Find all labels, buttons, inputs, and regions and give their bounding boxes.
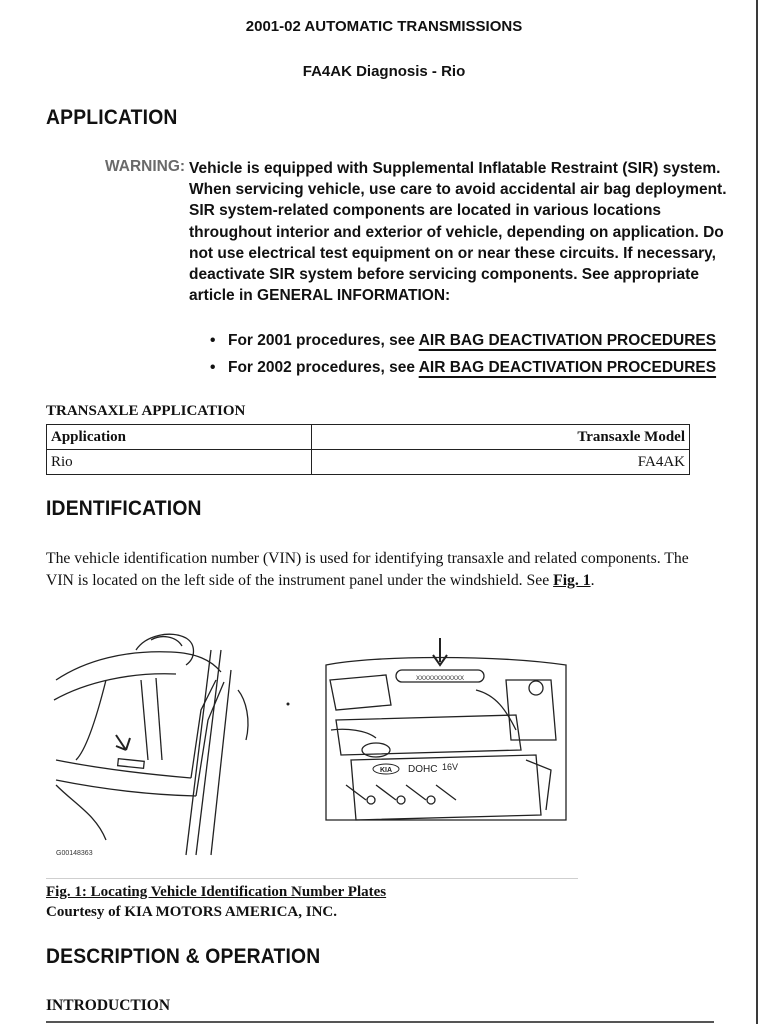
image-code: G00148363 [56,850,93,857]
table-header-cell: Application [47,425,312,450]
bullet-prefix: For 2001 procedures, see [228,332,419,349]
table-header-cell: Transaxle Model [312,425,690,450]
vin-location-figure [46,610,578,870]
paragraph-text: The vehicle identification number (VIN) is used for identifying transaxle and related components. The VIN is located on the left side of the instrument panel under the windshield. See [46,550,689,589]
identification-paragraph [46,548,714,591]
section-heading-identification: IDENTIFICATION [46,497,202,520]
airbag-procedure-link-2002[interactable]: AIR BAG DEACTIVATION PROCEDURES [418,359,717,376]
stray-dot [287,703,290,706]
bullet-prefix: For 2002 procedures, see [228,359,419,376]
brand-badge: KIA [379,767,393,774]
page-right-border [756,0,758,1024]
warning-text: Vehicle is equipped with Supplemental Inflatable Restraint (SIR) system. When servicing vehicle, use care to avoid accidental air bag deployment. SIR system-related components are located in various locations throughout interior and exterior of vehicle, depending on application. Do not use electrical test equipment on or near these circuits. If necessary, deactivate SIR system before servicing components. See appropriate article in GENERAL INFORMATION: [189,160,727,305]
figure-caption: Fig. 1: Locating Vehicle Identification Number Plates [46,884,387,900]
section-heading-application: APPLICATION [46,106,178,129]
bottom-divider [46,1021,714,1023]
engine-bay-drawing [326,638,566,820]
airbag-procedure-link-2001[interactable]: AIR BAG DEACTIVATION PROCEDURES [418,332,717,349]
list-item [210,327,716,354]
subheading-introduction: INTRODUCTION [46,997,171,1014]
vin-location-illustration [46,610,578,865]
figure-1-link[interactable]: Fig. 1 [553,571,591,589]
dashboard-view-drawing [54,634,248,855]
table-row [47,450,690,475]
figure-divider [46,878,578,879]
table-header-row [47,425,690,450]
document-title: 2001-02 AUTOMATIC TRANSMISSIONS [245,18,523,35]
engine-valves-label: 16V [442,762,459,772]
table-caption: TRANSAXLE APPLICATION [46,403,246,419]
document-subtitle: FA4AK Diagnosis - Rio [302,63,466,80]
table-cell: FA4AK [312,450,690,475]
paragraph-end: . [590,571,595,589]
engine-label: DOHC [408,764,438,775]
warning-label: WARNING: [105,158,186,175]
section-heading-description: DESCRIPTION & OPERATION [46,945,321,968]
vin-plate-text: XXXXXXXXXXXX [415,676,465,682]
transaxle-application-table [46,424,690,475]
list-item [210,354,716,381]
airbag-procedure-list [210,327,716,381]
table-cell: Rio [47,450,312,475]
figure-courtesy: Courtesy of KIA MOTORS AMERICA, INC. [46,904,337,920]
